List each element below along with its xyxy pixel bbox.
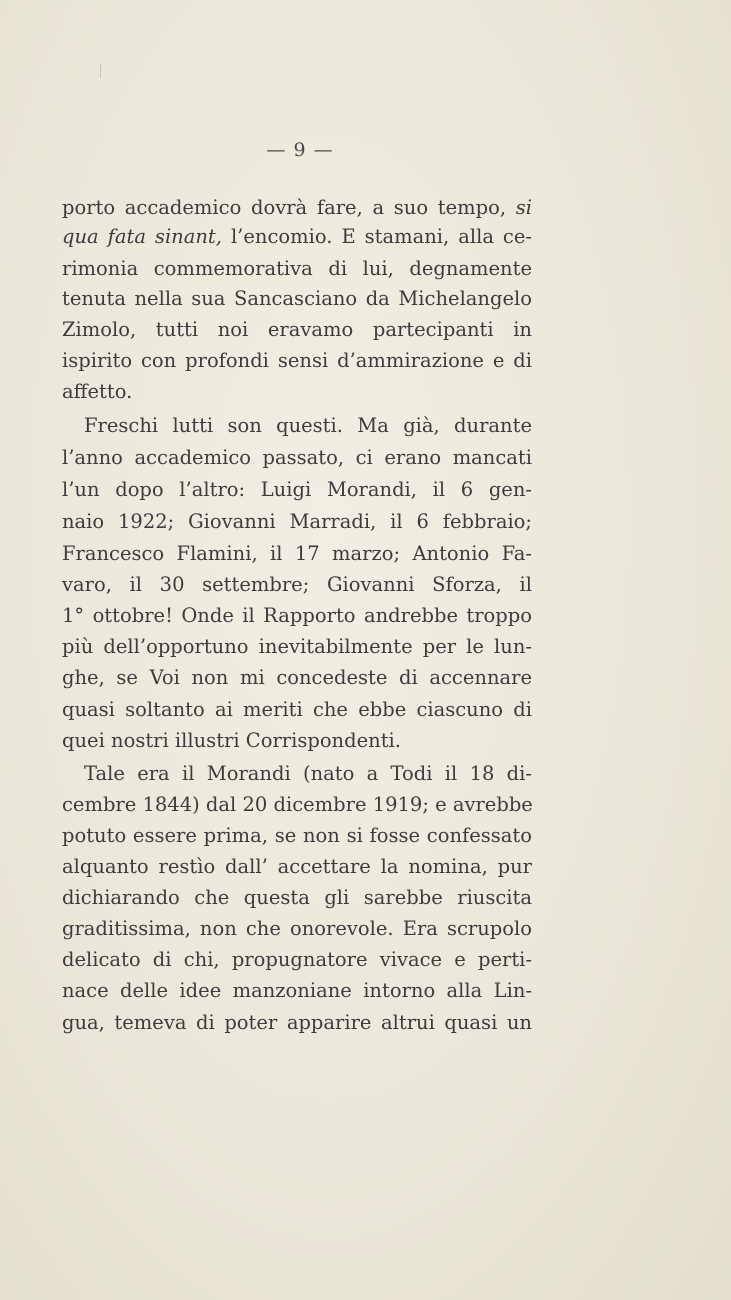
page-mark: [100, 64, 101, 78]
text-line: più dell’opportuno inevitabilmente per le lun-: [62, 635, 532, 658]
text-line: ghe, se Voi non mi concedeste di accennare: [62, 666, 532, 689]
text-line: Tale era il Morandi (nato a Todi il 18 di-: [84, 762, 532, 785]
text-line: varo, il 30 settembre; Giovanni Sforza, il: [62, 573, 532, 596]
text-line: [62, 222, 532, 252]
text-line: graditissima, non che onorevole. Era scrupolo: [62, 917, 532, 940]
text-line: cembre 1844) dal 20 dicembre 1919; e avrebbe: [62, 793, 533, 816]
text-span: porto accademico dovrà fare, a suo tempo,: [62, 196, 516, 219]
text-line: Francesco Flamini, il 17 marzo; Antonio Fa-: [62, 542, 532, 565]
text-line: l’anno accademico passato, ci erano mancati: [62, 446, 532, 469]
text-line: ispirito con profondi sensi d’ammirazione e di: [62, 349, 532, 372]
text-line: dichiarando che questa gli sarebbe riuscita: [62, 886, 532, 909]
text-line: 1° ottobre! Onde il Rapporto andrebbe troppo: [62, 604, 532, 627]
text-line: delicato di chi, propugnatore vivace e perti-: [62, 948, 532, 971]
text-line: gua, temeva di poter apparire altrui quasi un: [62, 1011, 532, 1034]
text-line: l’un dopo l’altro: Luigi Morandi, il 6 gen-: [62, 478, 532, 501]
page-number: — 9 —: [266, 139, 334, 161]
text-line: alquanto restìo dall’ accettare la nomina, pur: [62, 855, 532, 878]
text-line: quei nostri illustri Corrispondenti.: [62, 729, 401, 752]
italic-latin-phrase: qua fata sinant,: [62, 225, 222, 248]
text-line: Zimolo, tutti noi eravamo partecipanti in: [62, 318, 532, 341]
text-span: l’encomio. E stamani, alla ce-: [221, 225, 532, 248]
text-line: quasi soltanto ai meriti che ebbe ciascuno di: [62, 698, 532, 721]
italic-latin-phrase: si: [515, 196, 532, 219]
text-line: [62, 193, 532, 223]
text-line: affetto.: [62, 380, 133, 403]
text-line: naio 1922; Giovanni Marradi, il 6 febbraio;: [62, 510, 532, 533]
text-line: tenuta nella sua Sancasciano da Michelangelo: [62, 287, 532, 310]
text-line: potuto essere prima, se non si fosse confessato: [62, 824, 532, 847]
text-line: rimonia commemorativa di lui, degnamente: [62, 257, 532, 280]
text-line: Freschi lutti son questi. Ma già, durante: [84, 414, 532, 437]
text-line: nace delle idee manzoniane intorno alla Lin-: [62, 979, 532, 1002]
